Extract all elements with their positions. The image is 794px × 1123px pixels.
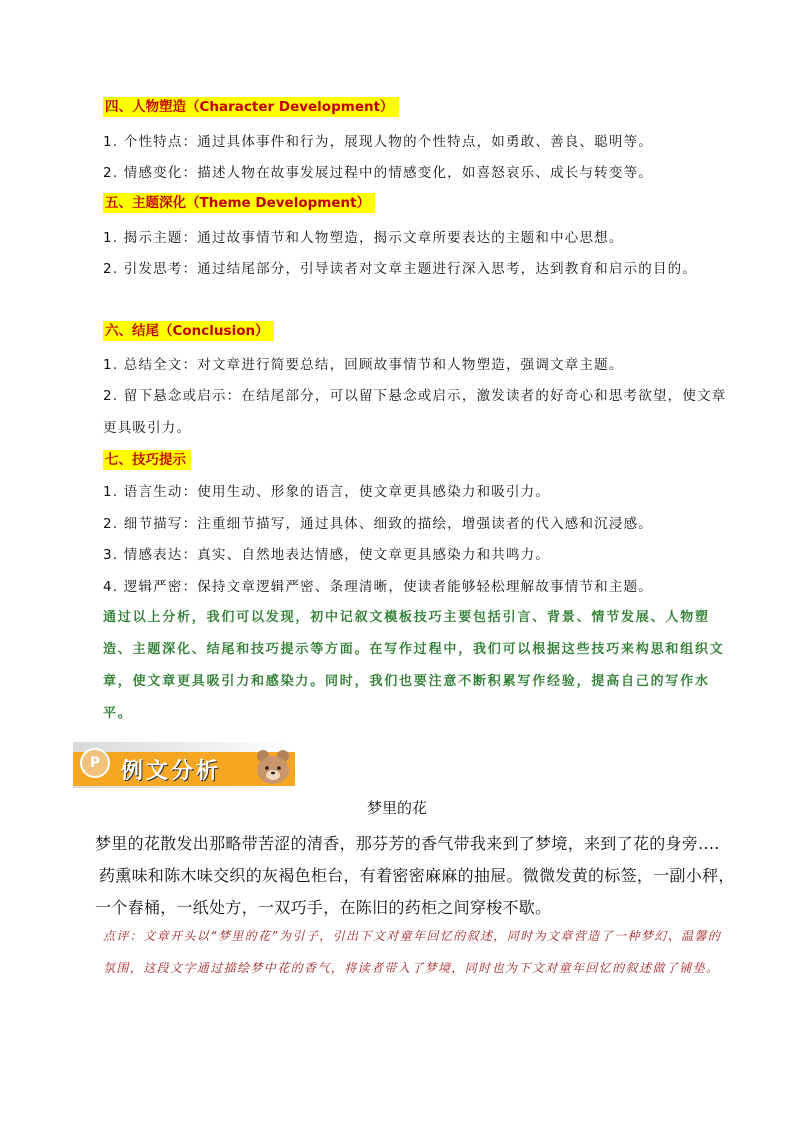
list-item: 1. 总结全文：对文章进行简要总结，回顾故事情节和人物塑造，强调文章主题。 — [103, 357, 624, 373]
example-analysis-banner — [73, 742, 295, 788]
list-item: 4. 逻辑严密：保持文章逻辑严密、条理清晰，使读者能够轻松理解故事情节和主题。 — [103, 579, 653, 595]
essay-title: 梦里的花 — [366, 799, 427, 817]
banner-title: 例文分析 — [121, 759, 222, 784]
list-item: 1. 揭示主题：通过故事情节和人物塑造，揭示文章所要表达的主题和中心思想。 — [103, 230, 624, 246]
summary-paragraph: 通过以上分析，我们可以发现，初中记叙文模板技巧主要包括引言、背景、情节发展、人物塑造、主题深化、结尾和技巧提示等方面。在写作过程中，我们可以根据这些技巧来构思和组织文章，使文章更具吸引力和感染力。同时，我们也要注意不断积累写作经验，提高自己的写作水平。 — [103, 610, 725, 721]
list-item: 1. 个性特点：通过具体事件和行为，展现人物的个性特点，如勇敢、善良、聪明等。 — [103, 134, 653, 150]
section-heading-character: 四、人物塑造（Character Development） — [103, 97, 399, 117]
essay-paragraph: 药熏味和陈木味交织的灰褐色柜台，有着密密麻麻的抽屉。微微发黄的标签，一副小秤，一个舂桶，一纸处方，一双巧手，在陈旧的药柜之间穿梭不歇。 — [95, 866, 735, 917]
list-item: 2. 留下悬念或启示：在结尾部分，可以留下悬念或启示，激发读者的好奇心和思考欲望，使文章更具吸引力。 — [103, 388, 727, 436]
list-item: 2. 引发思考：通过结尾部分，引导读者对文章主题进行深入思考，达到教育和启示的目的。 — [103, 261, 698, 277]
section-heading-conclusion: 六、结尾（Conclusion） — [103, 321, 274, 341]
coin-icon: P — [80, 748, 110, 778]
essay-paragraph: 梦里的花散发出那略带苦涩的清香，那芬芳的香气带我来到了梦境，来到了花的身旁.... — [95, 834, 720, 853]
section-heading-tips: 七、技巧提示 — [103, 450, 191, 470]
bear-mascot-icon — [253, 744, 293, 786]
list-item: 2. 细节描写：注重细节描写，通过具体、细致的描绘，增强读者的代入感和沉浸感。 — [103, 516, 653, 532]
comment-paragraph: 点评：文章开头以“梦里的花”为引子，引出下文对童年回忆的叙述，同时为文章营造了一种梦幻、温馨的氛围，这段文字通过描绘梦中花的香气，将读者带入了梦境，同时也为下文对童年回忆的叙述做了铺垫。 — [103, 929, 722, 975]
list-item: 1. 语言生动：使用生动、形象的语言，使文章更具感染力和吸引力。 — [103, 484, 551, 500]
list-item: 3. 情感表达：真实、自然地表达情感，使文章更具感染力和共鸣力。 — [103, 547, 551, 563]
section-heading-theme: 五、主题深化（Theme Development） — [103, 193, 375, 213]
list-item: 2. 情感变化：描述人物在故事发展过程中的情感变化，如喜怒哀乐、成长与转变等。 — [103, 165, 653, 181]
